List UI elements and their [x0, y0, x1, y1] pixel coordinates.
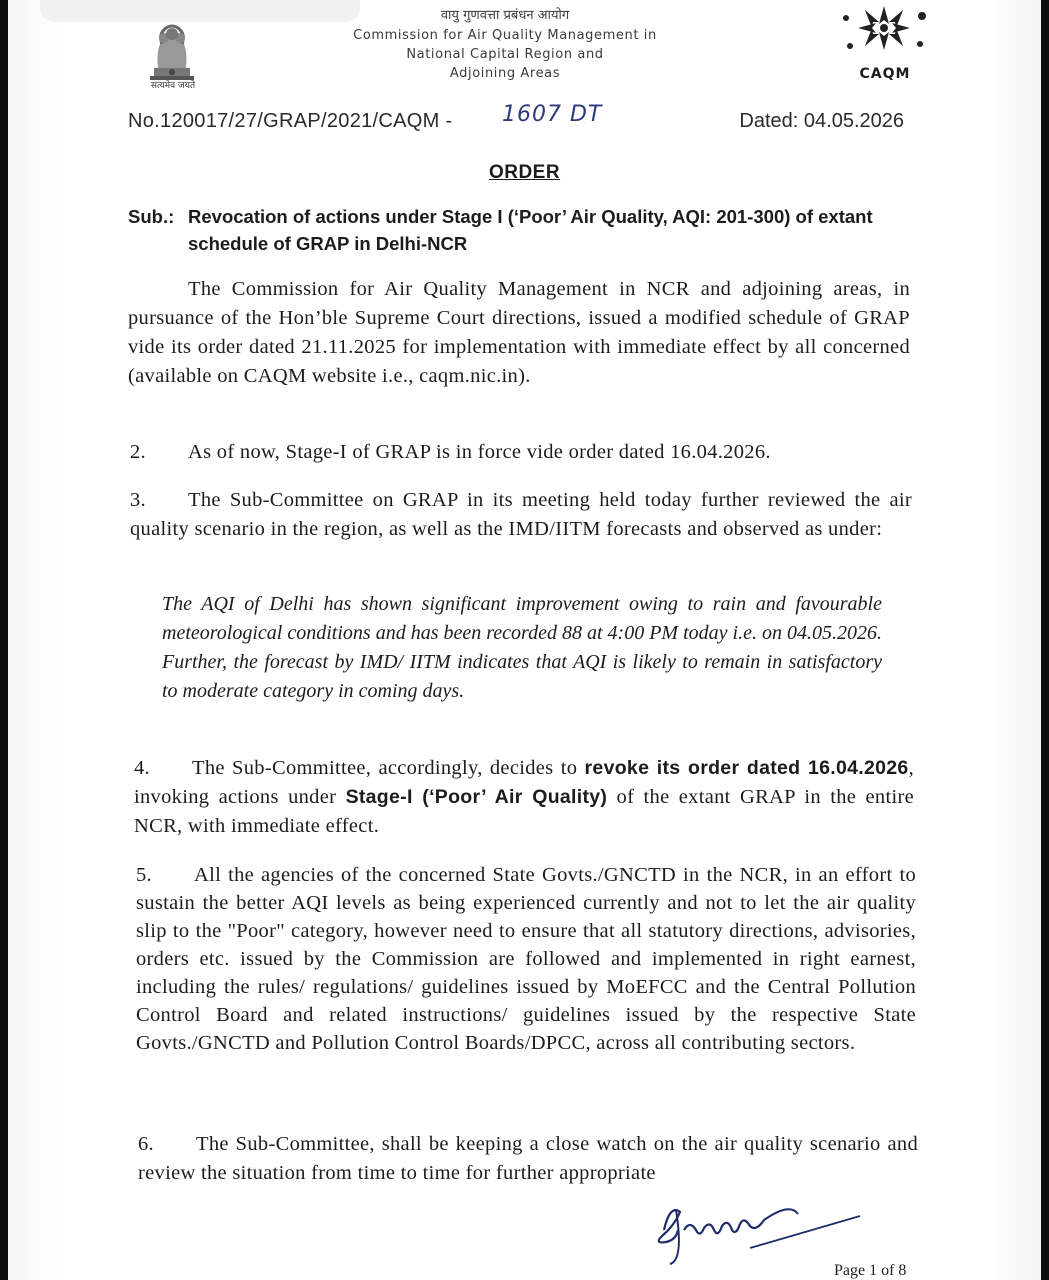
reference-number: No.120017/27/GRAP/2021/CAQM - — [128, 110, 453, 132]
order-title: ORDER — [488, 162, 561, 183]
org-name-line-2: National Capital Region and — [406, 47, 604, 62]
paragraph-4-text-e: of the extant GRAP in the entire NCR, with immediate effect. — [134, 786, 914, 837]
org-name-line-3: Adjoining Areas — [449, 66, 561, 81]
paragraph-2-text: As of now, Stage-I of GRAP is in force vide order dated 16.04.2026. — [188, 441, 771, 463]
paragraph-4-text-a: The Sub-Committee, accordingly, decides to — [192, 757, 585, 779]
signature-icon — [640, 1190, 880, 1268]
handwritten-dispatch-number: 1607 DT — [502, 102, 603, 127]
org-name-line-1: Commission for Air Quality Management in — [353, 28, 657, 43]
paragraph-5-number: 5. — [136, 864, 152, 886]
page-number: Page 1 of 8 — [834, 1262, 907, 1279]
paragraph-6-number: 6. — [138, 1133, 154, 1155]
subject-block — [128, 203, 918, 257]
paragraph-5 — [136, 861, 916, 1057]
paragraph-2 — [130, 438, 912, 467]
aqi-observation-quote: The AQI of Delhi has shown significant improvement owing to rain and favourable meteorological conditions and has been recorded 88 at 4:00 PM today i.e. on 04.05.2026. Further, the forecast by IMD/ IITM indicates that AQI is likely to remain in satisfactory to moderate category in coming days. — [162, 593, 882, 702]
subject-label: Sub.: — [128, 206, 175, 227]
paragraph-3 — [130, 486, 912, 544]
left-border — [0, 0, 8, 1280]
emblem-motto: सत्यमेव जयते — [150, 81, 196, 91]
reference-line — [128, 102, 904, 138]
paragraph-4-revoke-bold: revoke its order dated 16.04.2026 — [584, 757, 909, 779]
caqm-logo-text: CAQM — [859, 66, 911, 82]
paragraph-3-number: 3. — [130, 489, 146, 511]
org-name-hindi: वायु गुणवत्ता प्रबंधन आयोग — [440, 8, 570, 23]
paragraph-6 — [138, 1130, 918, 1188]
organization-header — [300, 6, 710, 83]
paragraph-4-number: 4. — [134, 757, 150, 779]
paragraph-1-text: The Commission for Air Quality Management in NCR and adjoining areas, in pursuance of the Hon’ble Supreme Court directions, issued a modified schedule of GRAP vide its order dated 21.11.2025 for implementation with immediate effect by all concerned (available on CAQM website i.e., caqm.nic.in). — [128, 278, 910, 387]
paragraph-6-text: The Sub-Committee, shall be keeping a close watch on the air quality scenario and review the situation from time to time for further appropriate — [138, 1133, 918, 1184]
order-date: Dated: 04.05.2026 — [739, 110, 904, 132]
paragraph-1 — [128, 275, 910, 391]
paragraph-4 — [134, 754, 914, 841]
paragraph-2-number: 2. — [130, 441, 146, 463]
paragraph-5-text: All the agencies of the concerned State Govts./GNCTD in the NCR, in an effort to sustain the better AQI levels as being experienced currently and not to let the air quality slip to the "Poor" category, however need to ensure that all statutory directions, advisories, orders etc. issued by the Commission are followed and implemented in right earnest, including the rules/ regulations/ guidelines issued by MoEFCC and the Central Pollution Control Board and related instructions/ guidelines issued by the respective State Govts./GNCTD and Pollution Control Boards/DPCC, across all contributing sectors. — [136, 864, 916, 1054]
paragraph-3-text: The Sub-Committee on GRAP in its meeting held today further reviewed the air quality scenario in the region, as well as the IMD/IITM forecasts and observed as under: — [130, 489, 912, 540]
paragraph-4-text-c: , invoking actions under — [134, 757, 914, 808]
subject-text: Revocation of actions under Stage I (‘Poor’ Air Quality, AQI: 201-300) of extant schedule of GRAP in Delhi-NCR — [188, 206, 873, 254]
right-border — [1041, 0, 1049, 1280]
paragraph-4-stage-bold: Stage-I (‘Poor’ Air Quality) — [345, 786, 608, 808]
